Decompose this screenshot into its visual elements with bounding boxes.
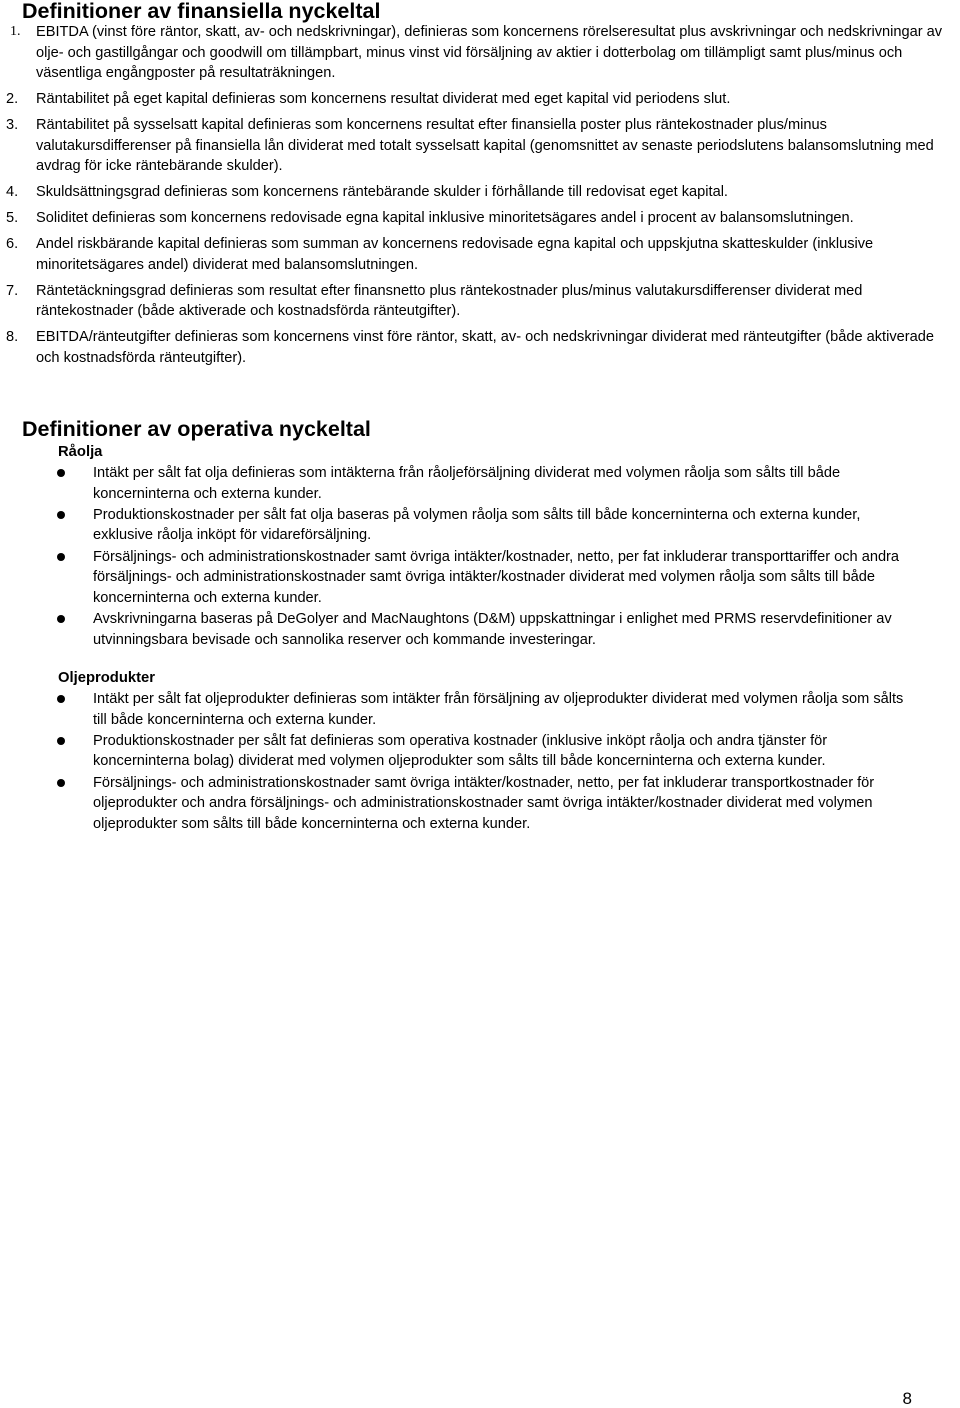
list-item-number: 5.	[6, 210, 19, 226]
list-item-text: Andel riskbärande kapital definieras som summan av koncernens redovisade egna kapital och uppskjutna skatteskulder (inklusive minoritetsägares andel) dividerat med balansomslutningen.	[36, 236, 874, 273]
list-item-text: Soliditet definieras som koncernens redovisade egna kapital inklusive minoritetsägares andel i procent av balansomslutningen.	[36, 210, 854, 226]
list-item	[6, 208, 956, 229]
list-item	[6, 281, 956, 322]
list-item-text: Produktionskostnader per sålt fat olja baseras på volymen råolja som sålts till både koncerninterna och externa kunder, exklusive råolja inköpt för vidareförsäljning.	[93, 506, 861, 544]
list-item	[6, 234, 956, 275]
list-item-text: Räntetäckningsgrad definieras som resultat efter finansnetto plus räntekostnader plus/minus valutakursdifferenser dividerat med räntekostnader (både aktiverade och kostnadsförda ränteutgifter).	[36, 282, 863, 319]
list-item	[6, 22, 956, 84]
list-item	[0, 689, 960, 730]
list-item-text: Räntabilitet på eget kapital definieras som koncernens resultat dividerat med eget kapital vid periodens slut.	[36, 91, 731, 107]
list-item-text: Skuldsättningsgrad definieras som koncernens räntebärande skulder i förhållande till redovisat eget kapital.	[36, 184, 728, 200]
list-item	[6, 89, 956, 110]
list-item-number: 3.	[6, 117, 19, 133]
list-item-text: Avskrivningarna baseras på DeGolyer and MacNaughtons (D&M) uppskattningar i enlighet med PRMS reservdefinitioner av utvinningsbara bevisade och sannolika reserver och kommande investeringar.	[93, 610, 892, 648]
list-item	[6, 182, 956, 203]
list-item-text: Räntabilitet på sysselsatt kapital definieras som koncernens resultat efter finansiella poster plus räntekostnader plus/minus valutakursdifferenser på finansiella lån dividerat med totalt sysselsatt kapital (genomsnittet av senaste periodslutens balansomslutning med avdrag för icke räntebärande skulder).	[36, 117, 934, 174]
list-item-number: 8.	[6, 329, 19, 345]
list-item-number: 2.	[6, 91, 19, 107]
list-item	[0, 773, 960, 835]
list-item-text: Försäljnings- och administrationskostnader samt övriga intäkter/kostnader, netto, per fat inkluderar transporttariffer och andra försäljnings- och administrationskostnader samt övriga intäkter/kostnader dividerat med volymen råolja som sålts till både koncerninterna och externa kunder.	[93, 548, 900, 606]
bullet-icon	[57, 695, 65, 703]
list-item	[0, 505, 960, 546]
financial-definitions-title: Definitioner av finansiella nyckeltal	[22, 0, 381, 23]
financial-definitions-list	[6, 22, 956, 374]
list-item-text: EBITDA (vinst före räntor, skatt, av- och nedskrivningar), definieras som koncernens rörelseresultat plus avskrivningar och nedskrivningar av olje- och gastillgångar och goodwill om tillämpbart, minus vinst vid försäljning av aktier i dotterbolag om tillämpligt samt plus/minus och väsentliga engångposter på resultaträkningen.	[36, 24, 943, 81]
list-item-text: Intäkt per sålt fat oljeprodukter definieras som intäkter från försäljning av oljeprodukter dividerat med volymen råolja som sålts till både koncerninterna och externa kunder.	[93, 691, 904, 728]
oil-products-heading: Oljeprodukter	[58, 670, 156, 686]
list-item-text: Produktionskostnader per sålt fat definieras som operativa kostnader (inklusive inköpt råolja och andra tjänster för koncerninterna bolag) dividerat med volymen oljeprodukter som sålts till både koncerninterna och externa kunder.	[93, 732, 828, 770]
list-item-text: EBITDA/ränteutgifter definieras som koncernens vinst före räntor, skatt, av- och nedskrivningar dividerat med ränteutgifter (både aktiverade och kostnadsförda ränteutgifter).	[36, 329, 934, 366]
list-item	[6, 327, 956, 368]
list-item-number: 1.	[10, 24, 21, 39]
crude-oil-heading: Råolja	[58, 444, 103, 460]
oil-products-bullets	[0, 689, 960, 834]
bullet-icon	[57, 779, 65, 787]
oil-products-section	[0, 669, 960, 835]
list-item-text: Försäljnings- och administrationskostnader samt övriga intäkter/kostnader, netto, per fat inkluderar transportkostnader för oljeprodukter och andra försäljnings- och administrationskostnader samt övriga intäkter/kostnader dividerat med volymen oljeprodukter som sålts till både koncerninterna och externa kunder.	[93, 774, 875, 832]
list-item-number: 4.	[6, 184, 19, 200]
list-item-number: 7.	[6, 282, 19, 299]
list-item	[0, 463, 960, 504]
bullet-icon	[57, 615, 65, 623]
bullet-icon	[57, 737, 65, 745]
operative-definitions-title: Definitioner av operativa nyckeltal	[22, 417, 371, 441]
list-item-number: 6.	[6, 236, 19, 252]
bullet-icon	[57, 553, 65, 561]
list-item	[0, 547, 960, 609]
bullet-icon	[57, 511, 65, 519]
list-item-text: Intäkt per sålt fat olja definieras som intäkterna från råoljeförsäljning dividerat med volymen råolja som sålts till både koncerninterna och externa kunder.	[93, 465, 841, 502]
list-item	[6, 115, 956, 177]
crude-oil-section	[0, 443, 960, 651]
bullet-icon	[57, 469, 65, 477]
list-item	[0, 609, 960, 650]
list-item	[0, 731, 960, 772]
crude-oil-bullets	[0, 463, 960, 650]
page-number: 8	[902, 1389, 912, 1408]
